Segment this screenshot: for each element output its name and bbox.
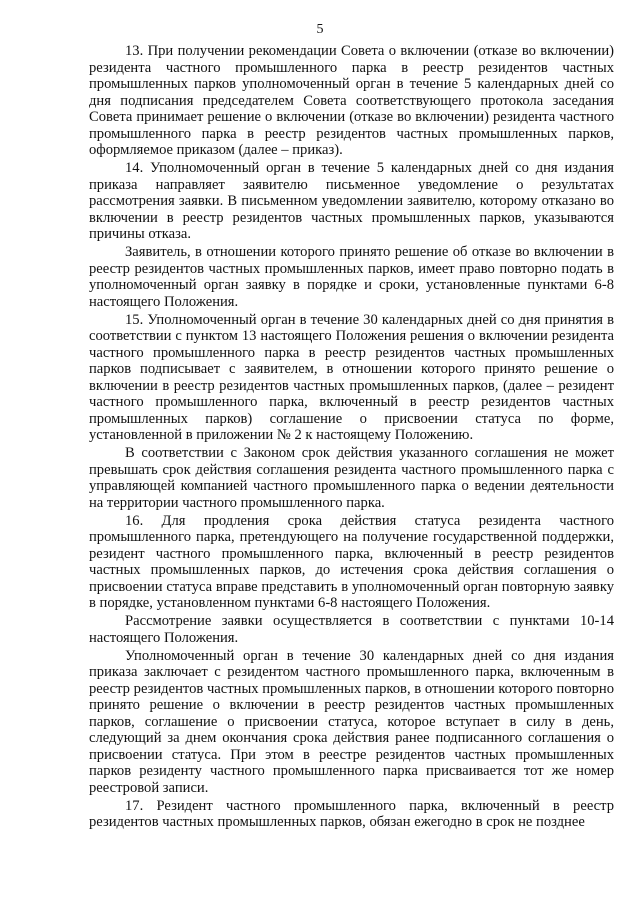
paragraph-13: 13. При получении рекомендации Совета о включении (отказе во включении) резидента частного промышленного парка в реестр резидентов частных промышленных парков уполномоченный орган в течение 5 календарных дней со дня подписания председателем Совета соответствующего протокола заседания Совета принимает решение о включении (отказе во включении) резидента частного промышленного парка в реестр резидентов частных промышленных парков, оформляемое приказом (далее – приказ). bbox=[89, 43, 614, 158]
paragraph-15: 15. Уполномоченный орган в течение 30 календарных дней со дня принятия в соответствии с пунктом 13 настоящего Положения решения о включении резидента частного промышленного парка в реестр резидентов частных промышленных парков подписывает с заявителем, в отношении которого принято решение о включении в реестр резидентов частных промышленных парков, (далее – резидент частного промышленного парка, включенный в реестр резидентов частных промышленных парков) соглашение о присвоении статуса по форме, установленной в приложении № 2 к настоящему Положению. bbox=[89, 311, 614, 443]
paragraph-16-agreement: Уполномоченный орган в течение 30 календарных дней со дня издания приказа заключает с резидентом частного промышленного парка, включенным в реестр резидентов частных промышленных парков, в отношении которого повторно принято решение о включении в реестр резидентов частных промышленных парков, соглашение о присвоении статуса, которое вступает в силу в день, следующий за днем окончания срока действия ранее подписанного соглашения о присвоении статуса. При этом в реестре резидентов частных промышленных парков резиденту частного промышленного парка присваивается тот же номер реестровой записи. bbox=[89, 647, 614, 796]
paragraph-14: 14. Уполномоченный орган в течение 5 календарных дней со дня издания приказа направляет заявителю письменное уведомление о результатах рассмотрения заявки. В письменном уведомлении заявителю, которому отказано во включении в реестр резидентов частных промышленных парков, указываются причины отказа. bbox=[89, 160, 614, 242]
document-body bbox=[89, 43, 614, 832]
paragraph-16: 16. Для продления срока действия статуса резидента частного промышленного парка, претендующего на получение государственной поддержки, резидент частного промышленного парка, включенный в реестр резидентов частных промышленных парков, до истечения срока действия соглашения о присвоении статуса вправе представить в уполномоченный орган повторную заявку в порядке, установленном пунктами 6-8 настоящего Положения. bbox=[89, 512, 614, 611]
paragraph-16-review: Рассмотрение заявки осуществляется в соответствии с пунктами 10-14 настоящего Положения. bbox=[89, 613, 614, 646]
paragraph-14-refusal-reapply: Заявитель, в отношении которого принято решение об отказе во включении в реестр резидентов частных промышленных парков, имеет право повторно подать в уполномоченный орган заявку в порядке и сроки, установленные пунктами 6-8 настоящего Положения. bbox=[89, 244, 614, 310]
paragraph-15-term: В соответствии с Законом срок действия указанного соглашения не может превышать срок действия соглашения резидента частного промышленного парка с управляющей компанией частного промышленного парка о ведении деятельности на территории частного промышленного парка. bbox=[89, 445, 614, 511]
paragraph-17: 17. Резидент частного промышленного парка, включенный в реестр резидентов частных промышленных парков, обязан ежегодно в срок не позднее bbox=[89, 797, 614, 830]
page-number: 5 bbox=[316, 22, 324, 37]
